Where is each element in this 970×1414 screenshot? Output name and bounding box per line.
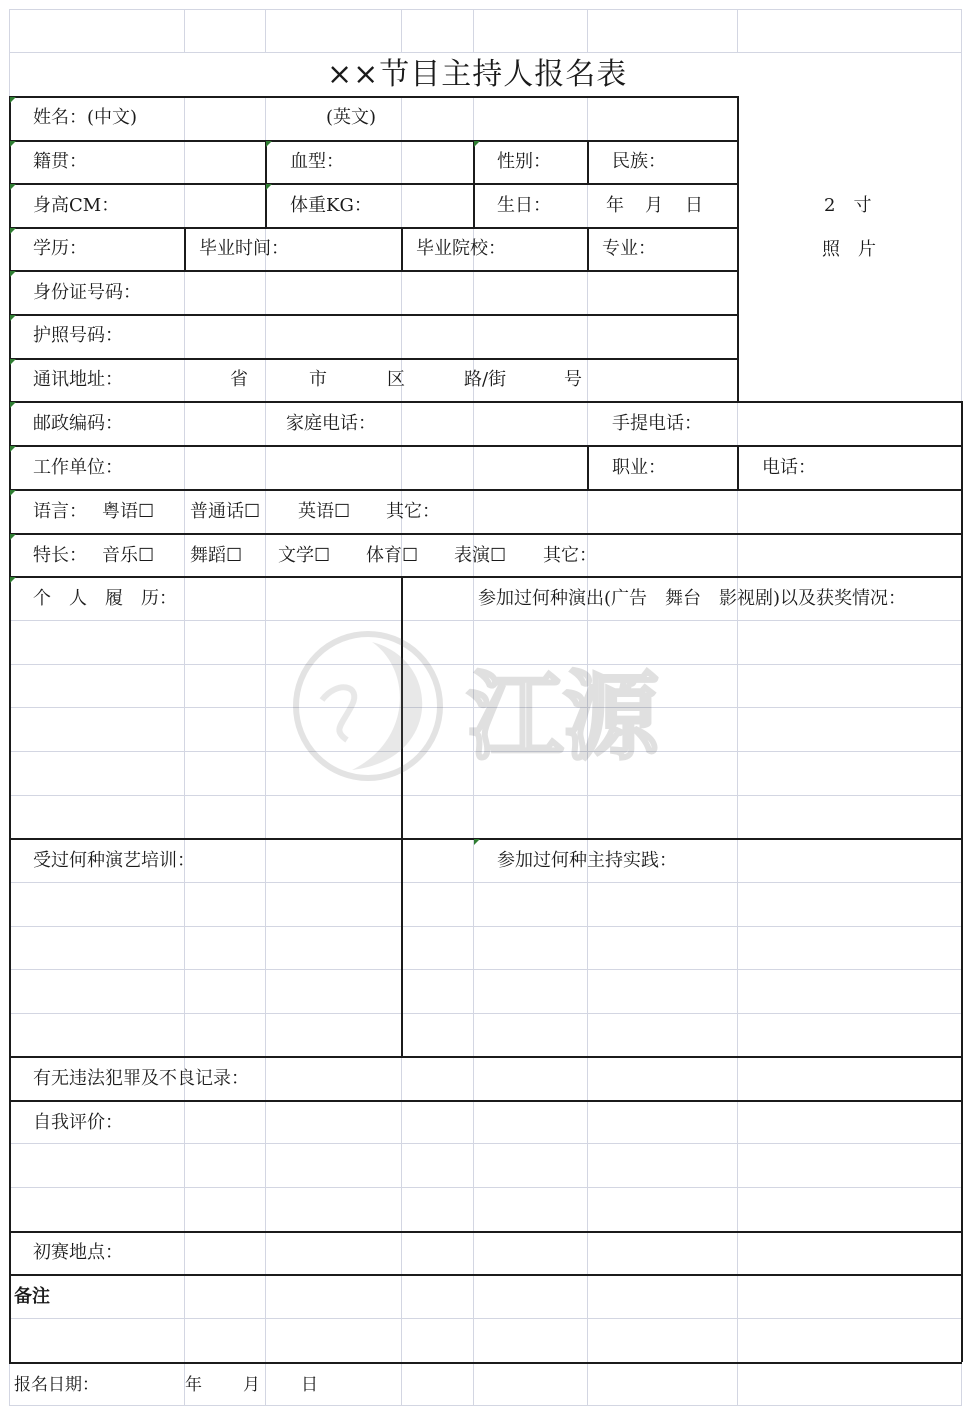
form-border	[9, 576, 962, 578]
form-border	[587, 140, 589, 184]
form-border	[9, 227, 738, 229]
grid-line	[9, 664, 962, 665]
form-border	[587, 227, 589, 271]
grid-line	[9, 1013, 962, 1014]
checkbox-cantonese[interactable]: 粤语☐	[102, 501, 155, 522]
label-birthday-year: 年	[606, 195, 624, 216]
label-gender: 性别：	[497, 151, 551, 172]
label-city: 市	[309, 369, 327, 390]
grid-line	[9, 707, 962, 708]
label-blood-type: 血型：	[290, 151, 344, 172]
form-border	[9, 445, 962, 447]
label-province: 省	[230, 369, 248, 390]
label-signup-day: 日	[301, 1375, 318, 1395]
label-school: 毕业院校：	[416, 238, 506, 259]
form-border	[401, 227, 403, 271]
form-border	[737, 445, 739, 489]
form-border	[9, 1274, 962, 1276]
form-border	[9, 838, 962, 840]
form-border	[9, 96, 738, 98]
label-passport: 护照号码：	[33, 325, 123, 346]
grid-line	[9, 1318, 962, 1319]
label-occupation: 职业：	[612, 457, 666, 478]
label-education: 学历：	[33, 238, 87, 259]
label-performances: 参加过何种演出(广告 舞台 影视剧)以及获奖情况：	[478, 588, 907, 609]
label-birthday-month: 月	[645, 195, 663, 216]
label-talent: 特长：	[33, 545, 87, 566]
form-border	[9, 183, 738, 185]
checkbox-english[interactable]: 英语☐	[298, 501, 351, 522]
form-border	[737, 96, 739, 401]
label-native-place: 籍贯：	[33, 151, 87, 172]
grid-line	[9, 9, 962, 10]
grid-line	[9, 882, 962, 883]
label-graduation-time: 毕业时间：	[199, 238, 289, 259]
grid-line	[9, 795, 962, 796]
label-signup-month: 月	[243, 1375, 260, 1395]
form-border	[9, 96, 11, 1362]
label-height: 身高CM：	[33, 195, 120, 216]
label-weight: 体重KG：	[290, 195, 372, 216]
label-employer: 工作单位：	[33, 457, 123, 478]
grid-line	[9, 969, 962, 970]
label-signup-date: 报名日期：	[14, 1375, 99, 1395]
form-border	[9, 1100, 962, 1102]
label-district: 区	[387, 369, 405, 390]
label-signup-year: 年	[185, 1375, 202, 1395]
grid-line	[9, 751, 962, 752]
form-border	[9, 533, 962, 535]
form-border	[587, 445, 589, 489]
label-name-english: (英文)	[326, 107, 377, 128]
checkbox-sports[interactable]: 体育☐	[366, 545, 419, 566]
photo-size: 2 寸	[824, 195, 872, 216]
label-talent-other: 其它：	[543, 545, 597, 566]
form-border	[961, 401, 963, 1362]
label-language: 语言：	[33, 501, 87, 522]
label-ethnicity: 民族：	[612, 151, 666, 172]
photo-label: 照 片	[822, 239, 876, 260]
checkbox-dance[interactable]: 舞蹈☐	[190, 545, 243, 566]
form-border	[473, 140, 475, 227]
grid-line	[9, 1187, 962, 1188]
label-name-chinese: 姓名：(中文)	[33, 107, 138, 128]
form-border	[401, 576, 403, 1056]
form-border	[9, 270, 738, 272]
label-hosting-practice: 参加过何种主持实践：	[497, 850, 677, 871]
label-venue: 初赛地点：	[33, 1242, 123, 1263]
grid-line	[9, 1143, 962, 1144]
checkbox-literature[interactable]: 文学☐	[278, 545, 331, 566]
label-language-other: 其它：	[386, 501, 440, 522]
label-postcode: 邮政编码：	[33, 413, 123, 434]
form-title: ××节目主持人报名表	[327, 57, 628, 92]
checkbox-music[interactable]: 音乐☐	[102, 545, 155, 566]
label-address: 通讯地址：	[33, 369, 123, 390]
grid-line	[9, 1405, 962, 1406]
label-resume: 个 人 履 历：	[33, 588, 177, 609]
form-border	[9, 1056, 962, 1058]
form-border	[9, 140, 738, 142]
label-remarks: 备注	[14, 1286, 50, 1307]
label-criminal-record: 有无违法犯罪及不良记录：	[33, 1068, 249, 1089]
checkbox-mandarin[interactable]: 普通话☐	[190, 501, 261, 522]
label-mobile: 手提电话：	[612, 413, 702, 434]
form-border	[9, 401, 962, 403]
label-id-number: 身份证号码：	[33, 282, 141, 303]
grid-line	[9, 926, 962, 927]
label-phone: 电话：	[762, 457, 816, 478]
label-road: 路/街	[464, 369, 507, 390]
watermark	[292, 630, 692, 794]
watermark-text: 江源	[467, 661, 659, 773]
label-birthday-day: 日	[685, 195, 703, 216]
form-border	[184, 227, 186, 271]
label-home-phone: 家庭电话：	[286, 413, 376, 434]
label-house-number: 号	[564, 369, 582, 390]
checkbox-acting[interactable]: 表演☐	[454, 545, 507, 566]
grid-line	[9, 620, 962, 621]
label-birthday: 生日：	[497, 195, 551, 216]
form-border	[9, 1362, 962, 1364]
form-border	[9, 1231, 962, 1233]
watermark-logo-icon	[292, 630, 692, 790]
form-border	[9, 314, 738, 316]
label-training: 受过何种演艺培训：	[33, 850, 195, 871]
label-self-evaluation: 自我评价：	[33, 1112, 123, 1133]
form-border	[9, 489, 962, 491]
label-major: 专业：	[602, 238, 656, 259]
form-border	[9, 358, 738, 360]
